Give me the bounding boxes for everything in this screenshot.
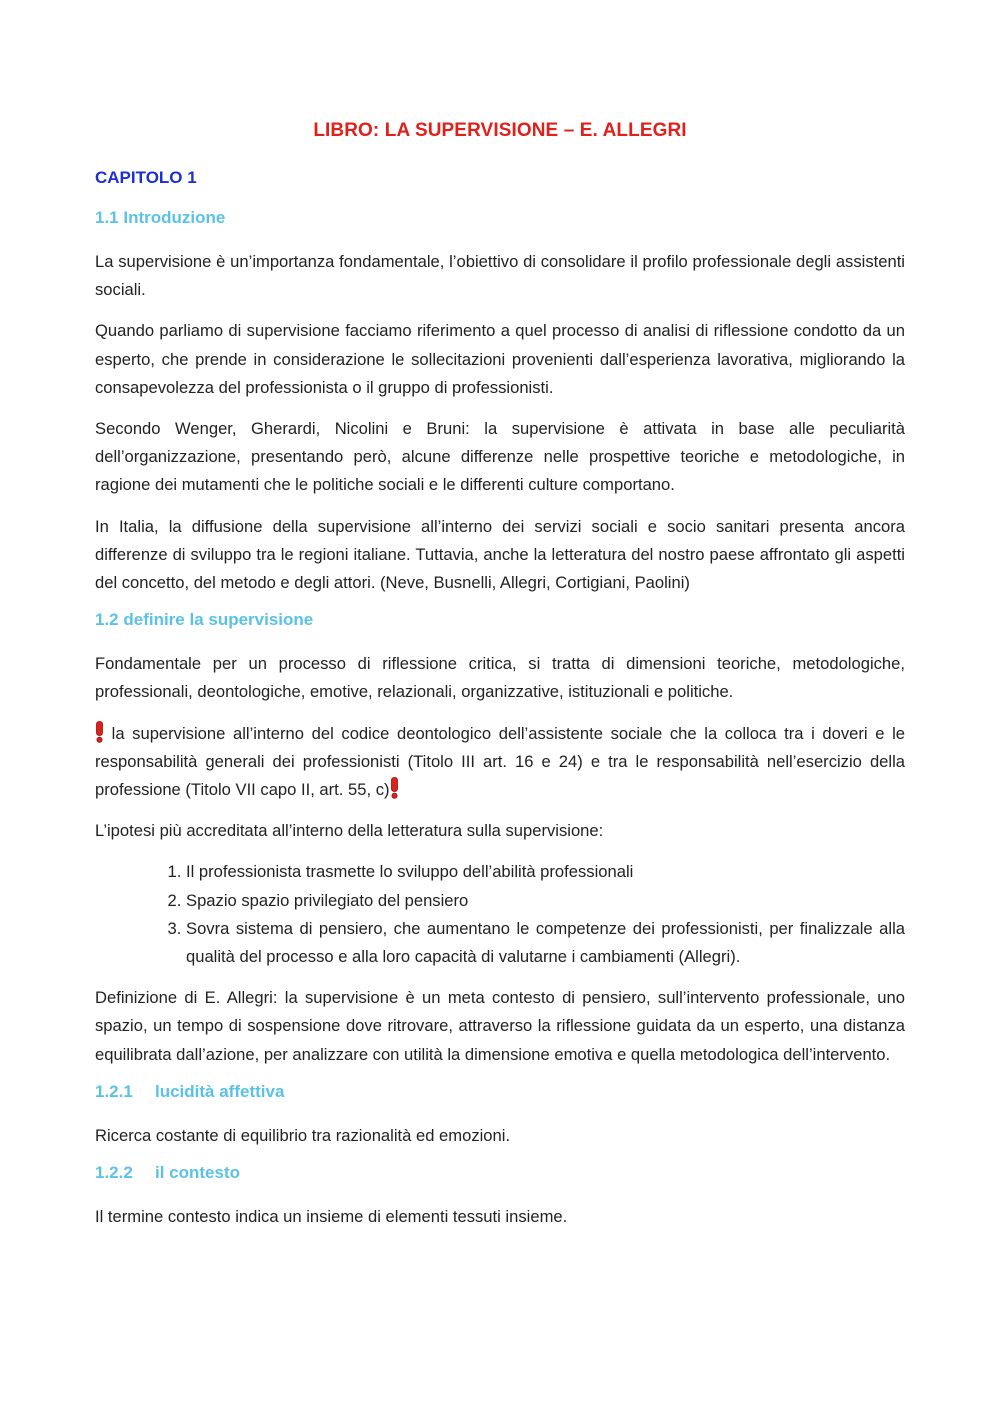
paragraph-def-4: Definizione di E. Allegri: la supervisione è un meta contesto di pensiero, sull’intervento professionale, uno spazio, un tempo di sospensione dove ritrovare, attraverso la riflessione guidata da un esperto, una distanza equilibrata dall’azione, per analizzare con utilità la dimensione emotiva e quella metodologica dell’intervento. (95, 988, 905, 1064)
section-title: il contesto (155, 1163, 241, 1183)
section-heading-introduzione: 1.1 Introduzione (95, 208, 226, 227)
paragraph-def-2 (95, 720, 905, 805)
exclamation-warning-icon (95, 721, 104, 743)
exclamation-warning-icon (390, 777, 399, 799)
section-title: lucidità affettiva (155, 1081, 285, 1101)
list-item: 1. Il professionista trasmette lo sviluppo dell’abilità professionali (186, 858, 905, 886)
section-number: 1.2.2 (95, 1163, 133, 1183)
section-number: 1.2.1 (95, 1081, 133, 1101)
section-heading-lucidita (95, 1082, 905, 1102)
list-item: 2. Spazio spazio privilegiato del pensiero (186, 887, 905, 915)
paragraph-def-2-text: la supervisione all’interno del codice deontologico dell’assistente sociale che la colloca tra i doveri e le responsabilità generali dei professionisti (Titolo III art. 16 e 24) e tra le responsabilità nell’esercizio della professione (Titolo VII capo II, art. 55, c) (95, 723, 905, 800)
paragraph-contesto: Il termine contesto indica un insieme di elementi tessuti insieme. (95, 1207, 568, 1227)
paragraph-intro-4: In Italia, la diffusione della supervisione all’interno dei servizi sociali e socio sanitari presenta ancora differenze di sviluppo tra le regioni italiane. Tuttavia, anche la letteratura del nostro paese affrontato gli aspetti del concetto, del metodo e degli attori. (Neve, Busnelli, Allegri, Cortigiani, Paolini) (95, 516, 905, 593)
paragraph-intro-1: La supervisione è un’importanza fondamentale, l’obiettivo di consolidare il profilo professionale degli assistenti sociali. (95, 252, 905, 300)
paragraph-intro-3: Secondo Wenger, Gherardi, Nicolini e Bruni: la supervisione è attivata in base alle peculiarità dell’organizzazione, presentando però, alcune differenze nelle prospettive teoriche e metodologiche, in ragione dei mutamenti che le politiche sociali e le differenti culture comportano. (95, 419, 905, 495)
paragraph-lucidita: Ricerca costante di equilibrio tra razionalità ed emozioni. (95, 1125, 511, 1145)
chapter-heading: CAPITOLO 1 (95, 168, 197, 187)
list-item: 3. Sovra sistema di pensiero, che aumentano le competenze dei professionisti, per finalizzale alla qualità del processo e alla loro capacità di valutarne i cambiamenti (Allegri). (186, 915, 905, 971)
hypotheses-list (95, 858, 905, 971)
paragraph-def-1: Fondamentale per un processo di riflessione critica, si tratta di dimensioni teoriche, metodologiche, professionali, deontologiche, emotive, relazionali, organizzative, istituzionali e politiche. (95, 654, 905, 702)
document-title: LIBRO: LA SUPERVISIONE – E. ALLEGRI (313, 120, 687, 141)
paragraph-def-3: L’ipotesi più accreditata all’interno della letteratura sulla supervisione: (95, 821, 604, 841)
paragraph-intro-2: Quando parliamo di supervisione facciamo riferimento a quel processo di analisi di riflessione condotto da un esperto, che prende in considerazione le sollecitazioni provenienti dall’esperienza lavorativa, migliorando la consapevolezza del professionista o il gruppo di professionisti. (95, 321, 905, 397)
section-heading-definire: 1.2 definire la supervisione (95, 610, 314, 630)
section-heading-contesto (95, 1163, 905, 1183)
